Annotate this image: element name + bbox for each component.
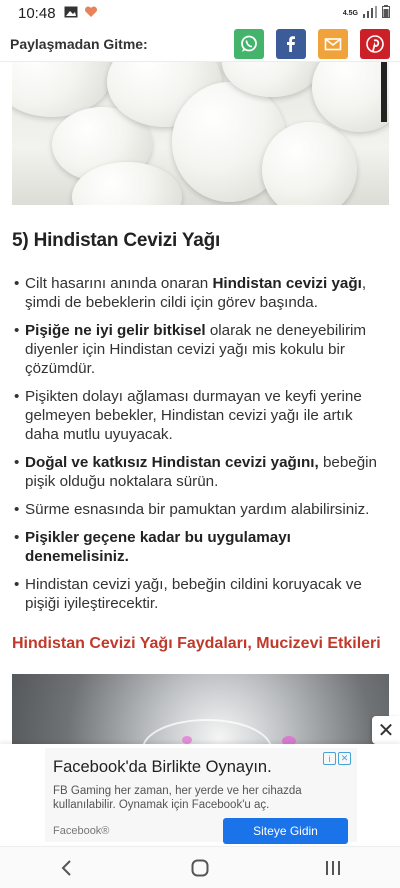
status-bar xyxy=(0,0,400,26)
ad-title[interactable]: Facebook'da Birlikte Oynayın. xyxy=(53,758,272,776)
whatsapp-share-button[interactable] xyxy=(234,29,264,59)
recent-apps-icon xyxy=(324,860,342,876)
close-icon: ✕ xyxy=(377,719,395,742)
pinterest-share-button[interactable] xyxy=(360,29,390,59)
signal-icon xyxy=(363,5,377,21)
list-item: • Pişiğe ne iyi gelir bitkisel olarak ne deneyebilirim diyenler için Hindistan cevizi yağı mis kokulu bir çözümdür. xyxy=(12,321,388,378)
info-icon[interactable]: i xyxy=(323,752,336,765)
list-item: • Sürme esnasında bir pamuktan yardım alabilirsiniz. xyxy=(12,500,388,519)
gallery-icon xyxy=(64,5,78,21)
list-item: • Doğal ve katkısız Hindistan cevizi yağını, bebeğin pişik olduğu noktalara sürün. xyxy=(12,453,388,491)
subheading-link[interactable]: Hindistan Cevizi Yağı Faydaları, Mucizevi Etkileri xyxy=(12,635,381,652)
back-icon xyxy=(60,859,74,877)
ad-description: FB Gaming her zaman, her yerde ve her cihazda kullanılabilir. Oynamak için Facebook'u aç. xyxy=(53,785,302,811)
pinterest-icon xyxy=(365,34,385,54)
eggs-image xyxy=(12,62,389,205)
ad-cta-button[interactable]: Siteye Gidin xyxy=(223,818,348,844)
battery-icon xyxy=(382,5,390,21)
close-ad-button[interactable] xyxy=(372,716,400,744)
heart-app-icon xyxy=(84,5,98,21)
facebook-share-button[interactable] xyxy=(276,29,306,59)
navigation-bar xyxy=(0,846,400,888)
section-title: 5) Hindistan Cevizi Yağı xyxy=(12,230,221,251)
back-button[interactable] xyxy=(42,851,92,885)
ad-card[interactable] xyxy=(45,748,357,842)
ad-brand: Facebook® xyxy=(53,825,110,837)
list-item: • Pişikten dolayı ağlaması durmayan ve keyfi yerine gelmeyen bebekler, Hindistan cevizi yağı ile artık daha mutlu uyuyacak. xyxy=(12,387,388,444)
ad-choices[interactable] xyxy=(323,752,351,765)
status-time: 10:48 xyxy=(18,4,56,22)
share-bar xyxy=(0,26,400,62)
recent-apps-button[interactable] xyxy=(308,851,358,885)
email-icon xyxy=(323,34,343,54)
share-label: Paylaşmadan Gitme: xyxy=(10,35,148,52)
network-type: 4.5G xyxy=(342,9,358,17)
bullet-list xyxy=(12,274,388,613)
article-body xyxy=(12,230,388,653)
home-button[interactable] xyxy=(175,851,225,885)
coconut-oil-image xyxy=(12,674,389,754)
list-item: • Cilt hasarını anında onaran Hindistan cevizi yağı, şimdi de bebeklerin cildi için görev başında. xyxy=(12,274,388,312)
whatsapp-icon xyxy=(239,34,259,54)
ad-banner[interactable] xyxy=(0,744,400,844)
close-icon[interactable]: ✕ xyxy=(338,752,351,765)
email-share-button[interactable] xyxy=(318,29,348,59)
home-icon xyxy=(190,858,210,878)
list-item: • Hindistan cevizi yağı, bebeğin cildini koruyacak ve pişiği iyileştirecektir. xyxy=(12,575,388,613)
facebook-icon xyxy=(281,34,301,54)
list-item: • Pişikler geçene kadar bu uygulamayı denemelisiniz. xyxy=(12,528,388,566)
